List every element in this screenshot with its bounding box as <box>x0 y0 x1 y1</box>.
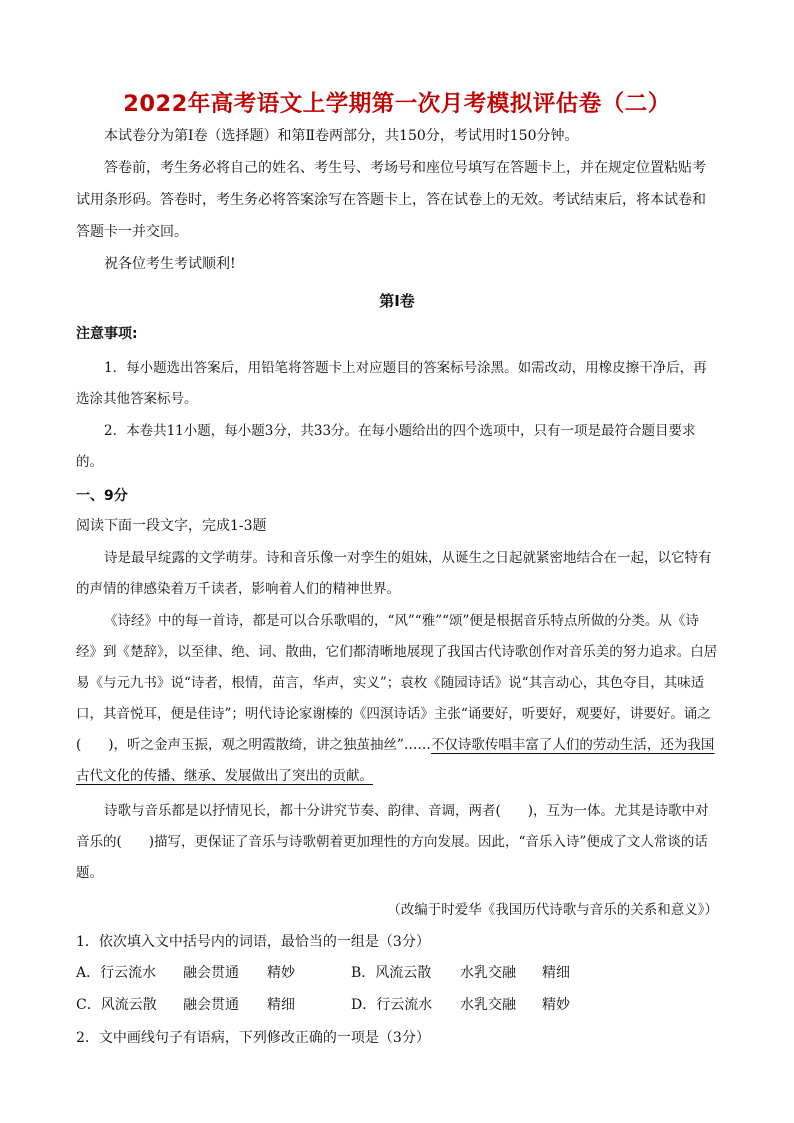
section-title: 第Ⅰ卷 <box>379 292 415 310</box>
intro-good-luck: 祝各位考生考试顺利! <box>104 256 236 272</box>
q1-option-a-word-3: 精妙 <box>267 965 295 981</box>
q1-option-c-word-1: C．风流云散 <box>76 997 157 1013</box>
notice-heading: 注意事项: <box>76 326 138 342</box>
q1-options-row-2 <box>76 994 718 1018</box>
q1-option-a-word-1: A．行云流水 <box>76 965 157 981</box>
q1-option-b-word-1: B．风流云散 <box>351 965 432 981</box>
q1-option-a-word-2: 融会贯通 <box>183 965 239 981</box>
passage-para-3: 诗歌与音乐都是以抒情见长，都十分讲究节奏、韵律、音调，两者( )，互为一体。尤其是诗歌中对音乐的( )描写，更保证了音乐与诗歌朝着更加理性的方向发展。因此，“音乐入诗”便成了文人常谈的话题。 <box>76 803 709 881</box>
q1-option-d-word-1: D．行云流水 <box>351 997 433 1013</box>
passage-para-2-text: 《诗经》中的每一首诗，都是可以合乐歌唱的，“风”“雅”“颂”便是根据音乐特点所做的分类。从《诗经》到《楚辞》，以至律、绝、词、散曲，它们都清晰地展现了我国古代诗歌创作对音乐美的努力追求。白居易《与元九书》说“诗者，根情，苗言，华声，实义”；袁枚《随园诗话》说“其言动心，其色夺目，其味适口，其音悦耳，便是佳诗”；明代诗论家谢榛的《四溟诗话》主张“诵要好，听要好，观要好，讲要好。诵之( )，听之金声玉振，观之明霞散绮，讲之独茧抽丝”…… <box>76 613 718 753</box>
passage-para-1: 诗是最早绽露的文学萌芽。诗和音乐像一对孪生的姐妹，从诞生之日起就紧密地结合在一起，以它特有的声情的律感染着万千读者，影响着人们的精神世界。 <box>76 550 712 597</box>
q1-option-d-word-2: 水乳交融 <box>460 997 516 1013</box>
notice-item-2: 2．本卷共11小题，每小题3分，共33分。在每小题给出的四个选项中，只有一项是最符合题目要求的。 <box>76 423 696 470</box>
q1-options-row-1 <box>76 962 718 986</box>
intro-line-1: 本试卷分为第Ⅰ卷（选择题）和第Ⅱ卷两部分，共150分，考试用时150分钟。 <box>104 128 579 144</box>
q1-stem: 1．依次填入文中括号内的词语，最恰当的一组是（3分） <box>76 934 430 950</box>
passage-para-2 <box>76 606 718 792</box>
q1-option-d-word-3: 精妙 <box>542 997 570 1013</box>
passage-source: （改编于时爱华《我国历代诗歌与音乐的关系和意义》） <box>387 902 718 918</box>
underlined-sentence: 不仅诗歌传唱丰富了人们的劳动生活，还为我国古代文化的传播、继承、发展做出了突出的贡献。 <box>76 737 715 784</box>
notice-item-1: 1．每小题选出答案后，用铅笔将答题卡上对应题目的答案标号涂黑。如需改动，用橡皮擦干净后，再选涂其他答案标号。 <box>76 360 707 407</box>
q2-stem: 2．文中画线句子有语病，下列修改正确的一项是（3分） <box>76 1030 430 1046</box>
part1-heading: 一、9分 <box>76 488 128 504</box>
q1-option-c-word-2: 融会贯通 <box>183 997 239 1013</box>
intro-instructions: 答卷前，考生务必将自己的姓名、考生号、考场号和座位号填写在答题卡上，并在规定位置粘贴考试用条形码。答卷时，考生务必将答案涂写在答题卡上，答在试卷上的无效。考试结束后，将本试卷和答题卡一并交回。 <box>76 160 706 240</box>
q1-option-c-word-3: 精细 <box>267 997 295 1013</box>
q1-option-b-word-2: 水乳交融 <box>460 965 516 981</box>
q1-option-b-word-3: 精细 <box>542 965 570 981</box>
exam-title: 2022年高考语文上学期第一次月考模拟评估卷（二） <box>123 91 671 117</box>
part1-instruction: 阅读下面一段文字，完成1-3题 <box>76 518 267 534</box>
